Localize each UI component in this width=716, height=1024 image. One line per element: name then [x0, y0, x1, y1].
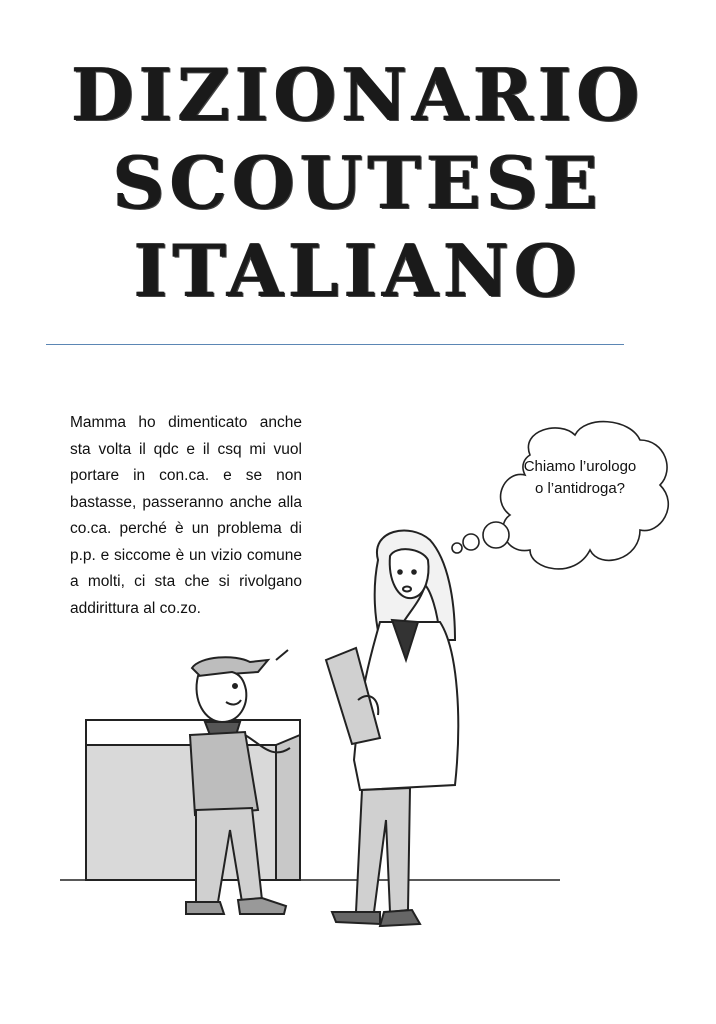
intro-paragraph: Mamma ho dimenticato anche sta volta il qdc e il csq mi vuol portare in con.ca. e se non bastasse, passeranno anche alla co.ca. perché è un problema di p.p. e siccome è un vizio comune a molti, ci sta che si rivolgano addirittura al co.zo.: [70, 414, 302, 617]
thought-bubble-text: Chiamo l’urologo o l’antidroga?: [523, 458, 637, 497]
title-line-3: ITALIANO: [134, 228, 582, 313]
title-line-2: SCOUTESE: [112, 140, 604, 225]
title-line-1: DIZIONARIO: [71, 52, 645, 137]
desk: [60, 720, 560, 880]
woman-figure: [326, 530, 458, 926]
